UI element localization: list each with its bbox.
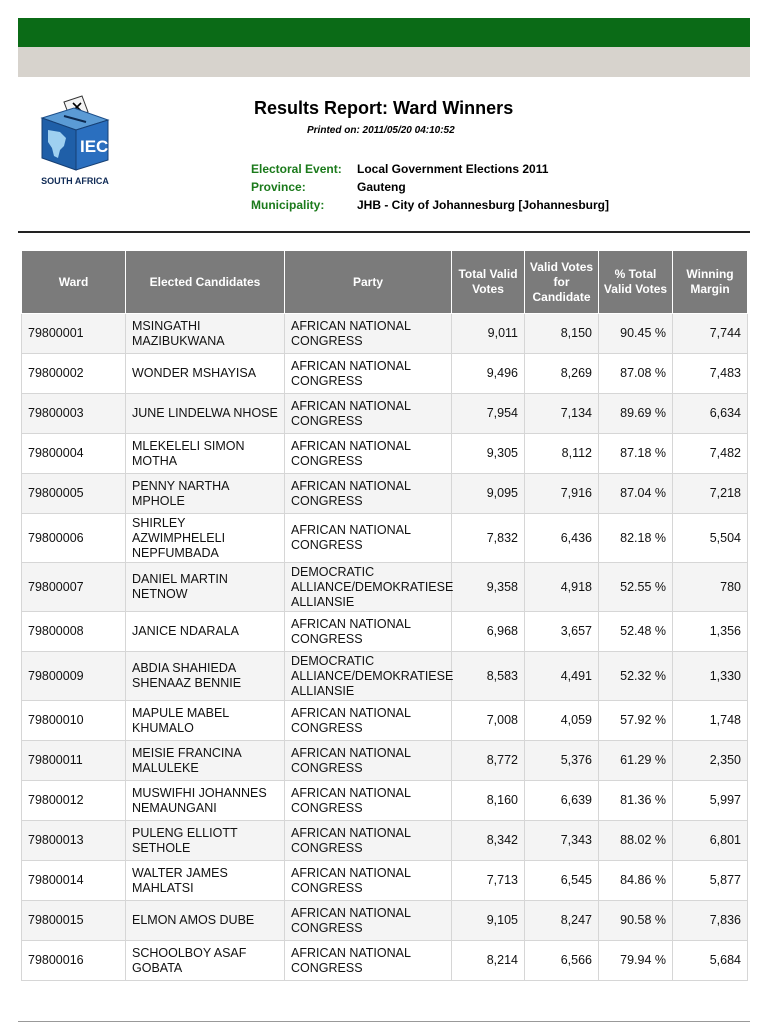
ward-cell: 79800004 [22,434,126,474]
total-votes-cell: 7,954 [452,394,525,434]
ward-cell: 79800002 [22,354,126,394]
candidate-cell: PULENG ELLIOTT SETHOLE [126,821,285,861]
candidate-votes-cell: 7,134 [525,394,599,434]
candidate-votes-cell: 4,918 [525,563,599,612]
header-green-bar [18,18,750,47]
total-votes-cell: 9,105 [452,901,525,941]
table-row [22,514,748,563]
column-header-total-valid: Total Valid Votes [452,251,525,314]
party-cell: AFRICAN NATIONAL CONGRESS [285,314,452,354]
total-votes-cell: 9,011 [452,314,525,354]
candidate-votes-cell: 6,566 [525,941,599,981]
table-header-row [22,251,748,314]
margin-cell: 7,218 [673,474,748,514]
ward-cell: 79800012 [22,781,126,821]
meta-key: Province: [251,180,306,194]
footer-divider [18,1021,750,1022]
total-votes-cell: 9,305 [452,434,525,474]
party-cell: AFRICAN NATIONAL CONGRESS [285,514,452,563]
total-votes-cell: 6,968 [452,612,525,652]
meta-value: Gauteng [357,180,406,194]
candidate-votes-cell: 6,436 [525,514,599,563]
party-cell: AFRICAN NATIONAL CONGRESS [285,901,452,941]
svg-text:IEC: IEC [80,137,109,156]
pct-cell: 87.08 % [599,354,673,394]
table-row [22,563,748,612]
table-row [22,612,748,652]
candidate-cell: MLEKELELI SIMON MOTHA [126,434,285,474]
total-votes-cell: 7,008 [452,701,525,741]
table-row [22,652,748,701]
pct-cell: 61.29 % [599,741,673,781]
pct-cell: 52.55 % [599,563,673,612]
pct-cell: 89.69 % [599,394,673,434]
pct-cell: 90.45 % [599,314,673,354]
total-votes-cell: 9,095 [452,474,525,514]
pct-cell: 88.02 % [599,821,673,861]
ward-cell: 79800011 [22,741,126,781]
candidate-cell: JANICE NDARALA [126,612,285,652]
total-votes-cell: 8,772 [452,741,525,781]
margin-cell: 7,744 [673,314,748,354]
margin-cell: 5,877 [673,861,748,901]
printed-on: Printed on: 2011/05/20 04:10:52 [307,125,455,136]
meta-row-municipality [251,196,609,214]
ward-cell: 79800010 [22,701,126,741]
candidate-votes-cell: 5,376 [525,741,599,781]
table-row [22,781,748,821]
ward-cell: 79800001 [22,314,126,354]
table-row [22,821,748,861]
margin-cell: 1,748 [673,701,748,741]
ward-results-table [21,250,748,981]
column-header-ward: Ward [22,251,126,314]
candidate-cell: MAPULE MABEL KHUMALO [126,701,285,741]
table-row [22,741,748,781]
candidate-votes-cell: 6,639 [525,781,599,821]
margin-cell: 1,356 [673,612,748,652]
total-votes-cell: 7,713 [452,861,525,901]
party-cell: DEMOCRATIC ALLIANCE/DEMOKRATIESE ALLIANSIE [285,652,452,701]
logo-caption: SOUTH AFRICA [41,176,109,186]
total-votes-cell: 8,160 [452,781,525,821]
pct-cell: 52.32 % [599,652,673,701]
party-cell: AFRICAN NATIONAL CONGRESS [285,354,452,394]
page-title: Results Report: Ward Winners [254,98,514,118]
column-header-party: Party [285,251,452,314]
ward-cell: 79800006 [22,514,126,563]
column-header-candidates: Elected Candidates [126,251,285,314]
total-votes-cell: 9,358 [452,563,525,612]
meta-key: Electoral Event: [251,162,342,176]
ward-cell: 79800003 [22,394,126,434]
total-votes-cell: 8,342 [452,821,525,861]
table-row [22,354,748,394]
ward-cell: 79800016 [22,941,126,981]
candidate-cell: ABDIA SHAHIEDA SHENAAZ BENNIE [126,652,285,701]
candidate-votes-cell: 8,269 [525,354,599,394]
party-cell: AFRICAN NATIONAL CONGRESS [285,821,452,861]
pct-cell: 87.18 % [599,434,673,474]
candidate-cell: DANIEL MARTIN NETNOW [126,563,285,612]
candidate-cell: MUSWIFHI JOHANNES NEMAUNGANI [126,781,285,821]
pct-cell: 79.94 % [599,941,673,981]
table-row [22,701,748,741]
candidate-votes-cell: 7,343 [525,821,599,861]
meta-value: JHB - City of Johannesburg [Johannesburg] [357,198,610,212]
party-cell: AFRICAN NATIONAL CONGRESS [285,781,452,821]
total-votes-cell: 9,496 [452,354,525,394]
party-cell: AFRICAN NATIONAL CONGRESS [285,434,452,474]
margin-cell: 5,504 [673,514,748,563]
candidate-votes-cell: 4,059 [525,701,599,741]
candidate-cell: MSINGATHI MAZIBUKWANA [126,314,285,354]
margin-cell: 7,482 [673,434,748,474]
total-votes-cell: 8,214 [452,941,525,981]
party-cell: AFRICAN NATIONAL CONGRESS [285,394,452,434]
total-votes-cell: 8,583 [452,652,525,701]
margin-cell: 5,997 [673,781,748,821]
ward-cell: 79800005 [22,474,126,514]
party-cell: AFRICAN NATIONAL CONGRESS [285,941,452,981]
pct-cell: 52.48 % [599,612,673,652]
margin-cell: 1,330 [673,652,748,701]
party-cell: AFRICAN NATIONAL CONGRESS [285,612,452,652]
candidate-votes-cell: 8,112 [525,434,599,474]
candidate-cell: MEISIE FRANCINA MALULEKE [126,741,285,781]
ward-cell: 79800007 [22,563,126,612]
report-meta [251,160,609,214]
meta-key: Municipality: [251,198,325,212]
table-row [22,861,748,901]
candidate-votes-cell: 6,545 [525,861,599,901]
table-row [22,314,748,354]
candidate-cell: SHIRLEY AZWIMPHELELI NEPFUMBADA [126,514,285,563]
pct-cell: 87.04 % [599,474,673,514]
meta-row-event [251,160,609,178]
pct-cell: 82.18 % [599,514,673,563]
meta-value: Local Government Elections 2011 [357,162,549,176]
candidate-votes-cell: 8,150 [525,314,599,354]
party-cell: DEMOCRATIC ALLIANCE/DEMOKRATIESE ALLIANSIE [285,563,452,612]
candidate-cell: JUNE LINDELWA NHOSE [126,394,285,434]
candidate-cell: SCHOOLBOY ASAF GOBATA [126,941,285,981]
total-votes-cell: 7,832 [452,514,525,563]
ward-cell: 79800008 [22,612,126,652]
party-cell: AFRICAN NATIONAL CONGRESS [285,861,452,901]
pct-cell: 84.86 % [599,861,673,901]
column-header-valid-for-candidate: Valid Votes for Candidate [525,251,599,314]
candidate-cell: WALTER JAMES MAHLATSI [126,861,285,901]
margin-cell: 6,634 [673,394,748,434]
margin-cell: 7,483 [673,354,748,394]
column-header-pct: % Total Valid Votes [599,251,673,314]
margin-cell: 6,801 [673,821,748,861]
candidate-cell: WONDER MSHAYISA [126,354,285,394]
margin-cell: 5,684 [673,941,748,981]
margin-cell: 7,836 [673,901,748,941]
candidate-votes-cell: 4,491 [525,652,599,701]
ward-cell: 79800013 [22,821,126,861]
pct-cell: 57.92 % [599,701,673,741]
party-cell: AFRICAN NATIONAL CONGRESS [285,701,452,741]
ward-cell: 79800009 [22,652,126,701]
candidate-votes-cell: 7,916 [525,474,599,514]
candidate-cell: ELMON AMOS DUBE [126,901,285,941]
margin-cell: 780 [673,563,748,612]
ward-cell: 79800015 [22,901,126,941]
column-header-margin: Winning Margin [673,251,748,314]
candidate-cell: PENNY NARTHA MPHOLE [126,474,285,514]
meta-row-province [251,178,609,196]
pct-cell: 90.58 % [599,901,673,941]
candidate-votes-cell: 8,247 [525,901,599,941]
table-row [22,434,748,474]
table-row [22,394,748,434]
header-grey-bar [18,47,750,77]
party-cell: AFRICAN NATIONAL CONGRESS [285,474,452,514]
candidate-votes-cell: 3,657 [525,612,599,652]
party-cell: AFRICAN NATIONAL CONGRESS [285,741,452,781]
table-row [22,474,748,514]
ward-cell: 79800014 [22,861,126,901]
pct-cell: 81.36 % [599,781,673,821]
table-row [22,901,748,941]
margin-cell: 2,350 [673,741,748,781]
table-row [22,941,748,981]
header-divider [18,231,750,233]
